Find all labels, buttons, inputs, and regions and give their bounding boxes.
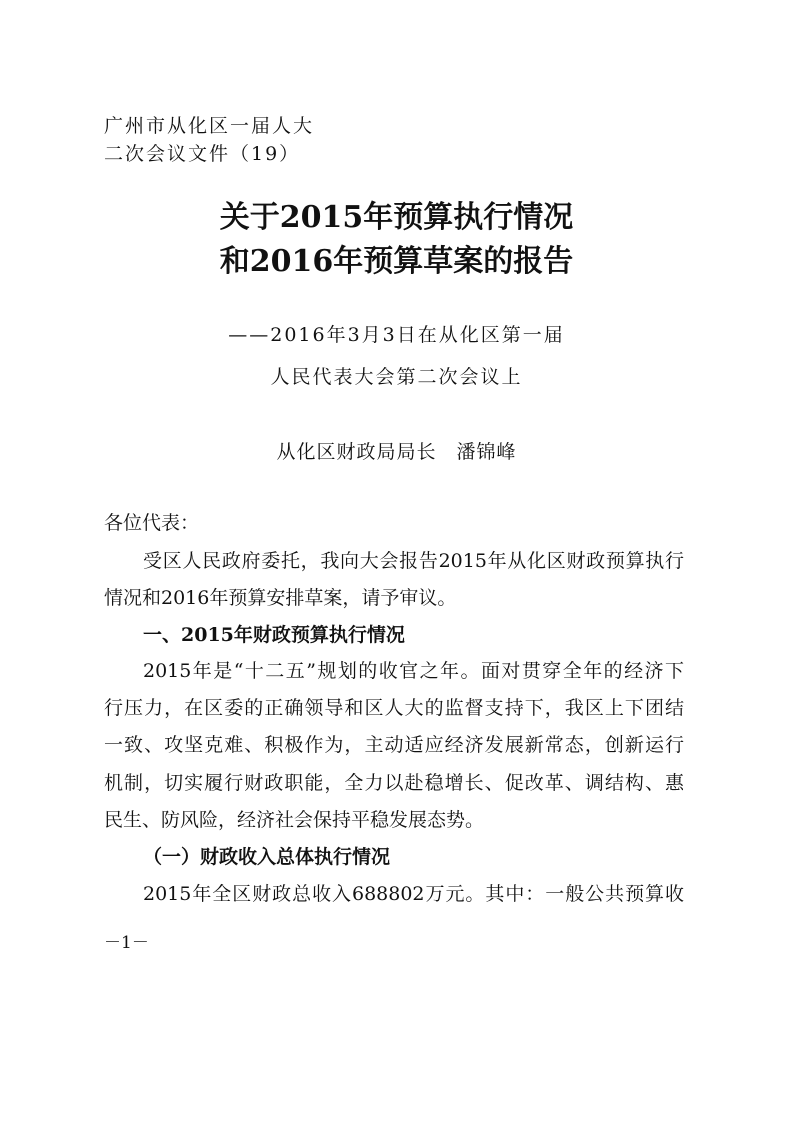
author-line: 从化区财政局局长 潘锦峰: [276, 441, 517, 463]
paragraph-3-line-1: 2015年全区财政总收入688802万元。其中：一般公共预算收: [143, 883, 684, 905]
subsection-1-heading: （一）财政收入总体执行情况: [143, 846, 391, 868]
paragraph-2-line-3: 一致、攻坚克难、积极作为，主动适应经济发展新常态，创新运行: [104, 734, 684, 756]
doc-label-line-1: 广州市从化区一届人大: [104, 115, 315, 137]
paragraph-2-line-5: 民生、防风险，经济社会保持平稳发展态势。: [104, 809, 485, 831]
subtitle-line-1: ——2016年3月3日在从化区第一届: [228, 324, 565, 346]
paragraph-2-line-2: 行压力，在区委的正确领导和区人大的监督支持下，我区上下团结: [104, 697, 684, 719]
subtitle-line-2: 人民代表大会第二次会议上: [270, 366, 523, 388]
page-number: －1－: [104, 933, 149, 953]
paragraph-2-line-1: 2015年是“十二五”规划的收官之年。面对贯穿全年的经济下: [143, 660, 684, 682]
salutation: 各位代表：: [104, 512, 200, 534]
paragraph-2-line-4: 机制，切实履行财政职能，全力以赴稳增长、促改革、调结构、惠: [104, 772, 684, 794]
doc-label-line-2: 二次会议文件（19）: [104, 143, 301, 165]
paragraph-1-line-2: 情况和2016年预算安排草案，请予审议。: [104, 587, 457, 609]
report-title-line-1: 关于2015年预算执行情况: [219, 200, 574, 235]
report-title-line-2: 和2016年预算草案的报告: [219, 244, 574, 279]
paragraph-1-line-1: 受区人民政府委托，我向大会报告2015年从化区财政预算执行: [143, 550, 684, 572]
section-1-heading: 一、2015年财政预算执行情况: [143, 624, 405, 646]
